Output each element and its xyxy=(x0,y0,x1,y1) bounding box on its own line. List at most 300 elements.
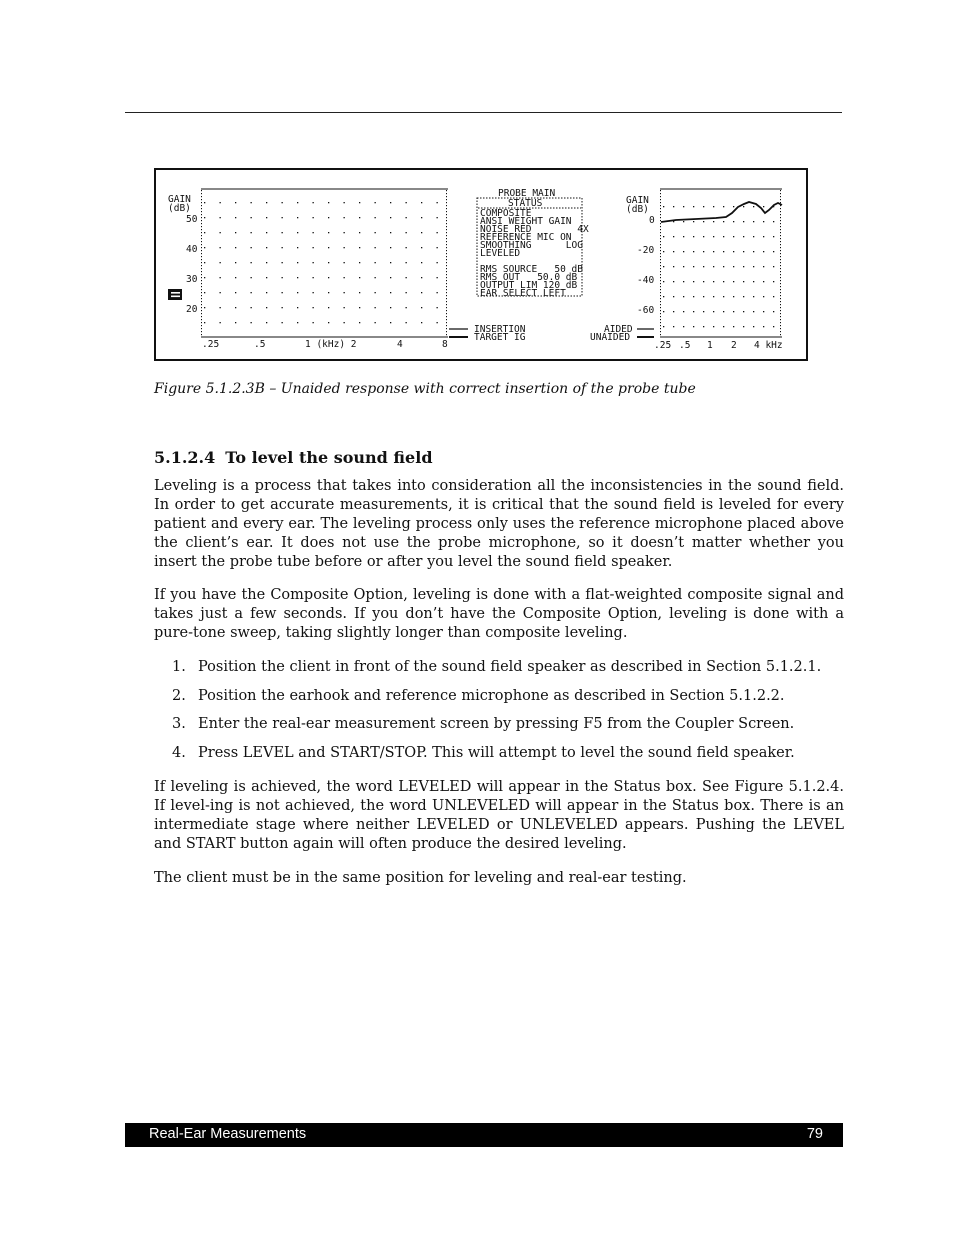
grid-border-dot xyxy=(201,310,202,311)
grid-border-dot xyxy=(660,199,661,200)
grid-border-dot xyxy=(201,283,202,284)
grid-border-dot xyxy=(780,271,781,272)
grid-dot xyxy=(693,281,694,282)
grid-dot xyxy=(235,322,236,323)
grid-border-dot xyxy=(201,262,202,263)
grid-border-dot xyxy=(446,271,447,272)
grid-border-dot xyxy=(780,244,781,245)
figure-screen xyxy=(154,168,808,361)
grid-dot xyxy=(204,247,205,248)
step-text: Press LEVEL and START/STOP. This will attempt to level the sound field speaker. xyxy=(198,744,795,761)
grid-dot xyxy=(663,281,664,282)
legend-unaided: UNAIDED xyxy=(590,332,631,343)
grid-border-dot xyxy=(660,298,661,299)
grid-dot xyxy=(733,266,734,267)
grid-border-dot xyxy=(201,250,202,251)
grid-dot xyxy=(773,326,774,327)
grid-dot xyxy=(204,232,205,233)
grid-dot xyxy=(235,247,236,248)
grid-border-dot xyxy=(201,274,202,275)
grid-dot xyxy=(266,262,267,263)
grid-dot xyxy=(251,322,252,323)
grid-dot xyxy=(713,251,714,252)
grid-border-dot xyxy=(201,259,202,260)
grid-dot xyxy=(763,266,764,267)
grid-dot xyxy=(713,281,714,282)
grid-dot xyxy=(266,277,267,278)
grid-border-dot xyxy=(780,241,781,242)
grid-dot xyxy=(733,251,734,252)
left-x-tick: .5 xyxy=(254,339,266,350)
grid-border-dot xyxy=(660,247,661,248)
grid-border-dot xyxy=(446,220,447,221)
grid-dot xyxy=(344,292,345,293)
grid-dot xyxy=(251,277,252,278)
grid-dot xyxy=(313,202,314,203)
grid-dot xyxy=(344,262,345,263)
grid-dot xyxy=(437,277,438,278)
grid-border-dot xyxy=(201,211,202,212)
grid-dot xyxy=(673,326,674,327)
grid-dot xyxy=(328,247,329,248)
grid-dot xyxy=(375,217,376,218)
grid-border-dot xyxy=(201,202,202,203)
grid-border-dot xyxy=(446,295,447,296)
grid-dot xyxy=(703,206,704,207)
grid-border-dot xyxy=(446,310,447,311)
grid-border-dot xyxy=(780,229,781,230)
grid-dot xyxy=(251,217,252,218)
status-line: EAR SELECT LEFT xyxy=(480,288,566,299)
grid-dot xyxy=(693,251,694,252)
left-y-label-1: GAIN xyxy=(168,194,191,205)
grid-dot xyxy=(723,326,724,327)
status-line: LEVELED xyxy=(480,248,521,259)
grid-dot xyxy=(344,232,345,233)
grid-dot xyxy=(683,206,684,207)
right-y-label-2: (dB) xyxy=(626,204,649,215)
grid-border-dot xyxy=(446,280,447,281)
grid-dot xyxy=(282,262,283,263)
grid-dot xyxy=(390,292,391,293)
grid-dot xyxy=(421,307,422,308)
grid-dot xyxy=(713,221,714,222)
grid-border-dot xyxy=(780,235,781,236)
grid-dot xyxy=(266,247,267,248)
grid-dot xyxy=(359,307,360,308)
right-grid xyxy=(660,190,781,335)
grid-border-dot xyxy=(201,280,202,281)
grid-border-dot xyxy=(201,232,202,233)
left-x-tick: 4 xyxy=(397,339,403,350)
grid-dot xyxy=(359,322,360,323)
grid-border-dot xyxy=(201,190,202,191)
grid-dot xyxy=(703,296,704,297)
grid-border-dot xyxy=(660,193,661,194)
grid-dot xyxy=(763,206,764,207)
grid-dot xyxy=(375,202,376,203)
grid-border-dot xyxy=(201,241,202,242)
grid-border-dot xyxy=(446,190,447,191)
grid-dot xyxy=(437,217,438,218)
grid-dot xyxy=(683,236,684,237)
grid-border-dot xyxy=(660,313,661,314)
grid-dot xyxy=(313,262,314,263)
grid-dot xyxy=(421,202,422,203)
grid-dot xyxy=(406,277,407,278)
grid-dot xyxy=(421,217,422,218)
grid-dot xyxy=(282,292,283,293)
grid-dot xyxy=(313,292,314,293)
grid-border-dot xyxy=(446,217,447,218)
grid-border-dot xyxy=(780,223,781,224)
right-x-tick: .25 xyxy=(654,340,672,351)
grid-dot xyxy=(375,292,376,293)
grid-border-dot xyxy=(660,334,661,335)
grid-dot xyxy=(743,326,744,327)
right-x-tick: 1 xyxy=(707,340,713,351)
grid-dot xyxy=(235,292,236,293)
grid-border-dot xyxy=(780,268,781,269)
grid-border-dot xyxy=(201,256,202,257)
left-grid xyxy=(201,190,447,335)
grid-dot xyxy=(406,307,407,308)
grid-dot xyxy=(703,266,704,267)
grid-dot xyxy=(220,307,221,308)
grid-dot xyxy=(733,221,734,222)
grid-dot xyxy=(359,292,360,293)
grid-dot xyxy=(359,202,360,203)
right-y-tick: -40 xyxy=(637,275,655,286)
grid-dot xyxy=(266,292,267,293)
grid-border-dot xyxy=(660,217,661,218)
grid-dot xyxy=(663,311,664,312)
grid-dot xyxy=(282,322,283,323)
grid-dot xyxy=(753,281,754,282)
grid-border-dot xyxy=(446,265,447,266)
grid-dot xyxy=(282,247,283,248)
grid-border-dot xyxy=(201,226,202,227)
grid-border-dot xyxy=(201,247,202,248)
grid-dot xyxy=(390,217,391,218)
grid-dot xyxy=(204,262,205,263)
right-y-tick: 0 xyxy=(649,215,655,226)
grid-dot xyxy=(663,296,664,297)
grid-dot xyxy=(713,236,714,237)
grid-border-dot xyxy=(660,253,661,254)
grid-dot xyxy=(753,251,754,252)
grid-border-dot xyxy=(201,196,202,197)
right-x-tick: 2 xyxy=(731,340,737,351)
grid-border-dot xyxy=(446,262,447,263)
grid-dot xyxy=(406,247,407,248)
grid-border-dot xyxy=(660,211,661,212)
grid-dot xyxy=(204,292,205,293)
grid-dot xyxy=(713,326,714,327)
grid-dot xyxy=(437,247,438,248)
grid-border-dot xyxy=(660,316,661,317)
status-header: PROBE MAIN xyxy=(498,188,556,199)
grid-dot xyxy=(673,296,674,297)
grid-border-dot xyxy=(660,259,661,260)
list-item xyxy=(154,658,844,687)
legend-aided: AIDED xyxy=(604,324,633,335)
grid-dot xyxy=(693,296,694,297)
grid-dot xyxy=(723,266,724,267)
grid-dot xyxy=(743,266,744,267)
grid-dot xyxy=(375,232,376,233)
grid-border-dot xyxy=(780,214,781,215)
legend-insertion: INSERTION xyxy=(474,324,526,335)
grid-dot xyxy=(375,307,376,308)
grid-border-dot xyxy=(660,229,661,230)
grid-dot xyxy=(266,202,267,203)
grid-border-dot xyxy=(780,208,781,209)
grid-border-dot xyxy=(201,238,202,239)
grid-dot xyxy=(251,202,252,203)
grid-dot xyxy=(235,307,236,308)
grid-border-dot xyxy=(201,328,202,329)
right-y-label-1: GAIN xyxy=(626,195,649,206)
panel-icon xyxy=(168,289,182,300)
grid-dot xyxy=(251,307,252,308)
grid-dot xyxy=(733,326,734,327)
grid-dot xyxy=(359,217,360,218)
grid-border-dot xyxy=(660,310,661,311)
grid-dot xyxy=(297,322,298,323)
grid-border-dot xyxy=(660,244,661,245)
grid-border-dot xyxy=(780,247,781,248)
grid-dot xyxy=(723,311,724,312)
left-x-tick: 8 xyxy=(442,339,448,350)
grid-border-dot xyxy=(446,214,447,215)
grid-dot xyxy=(235,202,236,203)
grid-dot xyxy=(437,262,438,263)
grid-border-dot xyxy=(660,214,661,215)
grid-border-dot xyxy=(660,262,661,263)
right-y-tick: -60 xyxy=(637,305,655,316)
grid-border-dot xyxy=(446,328,447,329)
grid-dot xyxy=(313,277,314,278)
grid-dot xyxy=(297,232,298,233)
grid-border-dot xyxy=(201,199,202,200)
grid-dot xyxy=(713,311,714,312)
grid-border-dot xyxy=(446,229,447,230)
grid-dot xyxy=(773,281,774,282)
grid-border-dot xyxy=(446,238,447,239)
unaided-response-curve xyxy=(661,202,782,222)
grid-border-dot xyxy=(446,253,447,254)
grid-border-dot xyxy=(780,292,781,293)
grid-border-dot xyxy=(780,265,781,266)
grid-dot xyxy=(743,281,744,282)
grid-dot xyxy=(297,277,298,278)
grid-dot xyxy=(266,217,267,218)
grid-dot xyxy=(220,292,221,293)
grid-border-dot xyxy=(660,220,661,221)
grid-dot xyxy=(297,292,298,293)
grid-border-dot xyxy=(780,289,781,290)
paragraph: If leveling is achieved, the word LEVELED will appear in the Status box. See Figure 5.1.2.4. If level-ing is not achieved, the word UNLEVELED will appear in the Status box. There is an intermediate stage where neither LEVELED or UNLEVELED appears. Pushing the LEVEL and START button again will often produce the desired leveling. xyxy=(154,779,844,852)
grid-dot xyxy=(344,217,345,218)
grid-border-dot xyxy=(446,199,447,200)
grid-dot xyxy=(773,296,774,297)
grid-border-dot xyxy=(446,274,447,275)
grid-dot xyxy=(763,251,764,252)
grid-dot xyxy=(421,292,422,293)
grid-border-dot xyxy=(446,322,447,323)
grid-dot xyxy=(220,277,221,278)
grid-border-dot xyxy=(201,205,202,206)
grid-dot xyxy=(390,232,391,233)
status-title: STATUS xyxy=(508,198,543,209)
grid-border-dot xyxy=(660,286,661,287)
grid-dot xyxy=(663,206,664,207)
grid-border-dot xyxy=(660,289,661,290)
grid-dot xyxy=(693,236,694,237)
grid-dot xyxy=(251,232,252,233)
grid-dot xyxy=(683,221,684,222)
grid-border-dot xyxy=(660,232,661,233)
grid-dot xyxy=(683,296,684,297)
grid-dot xyxy=(683,251,684,252)
grid-dot xyxy=(359,247,360,248)
grid-border-dot xyxy=(446,301,447,302)
grid-dot xyxy=(713,266,714,267)
grid-dot xyxy=(282,232,283,233)
grid-border-dot xyxy=(780,331,781,332)
grid-dot xyxy=(406,292,407,293)
grid-dot xyxy=(673,206,674,207)
paragraph: The client must be in the same position for leveling and real-ear testing. xyxy=(154,870,687,886)
grid-border-dot xyxy=(201,295,202,296)
grid-border-dot xyxy=(201,331,202,332)
grid-border-dot xyxy=(201,268,202,269)
grid-border-dot xyxy=(660,325,661,326)
grid-border-dot xyxy=(201,301,202,302)
grid-dot xyxy=(743,251,744,252)
grid-dot xyxy=(663,266,664,267)
left-y-tick: 30 xyxy=(186,274,198,285)
grid-border-dot xyxy=(660,328,661,329)
grid-dot xyxy=(743,236,744,237)
grid-dot xyxy=(683,266,684,267)
grid-dot xyxy=(204,217,205,218)
grid-dot xyxy=(220,247,221,248)
grid-border-dot xyxy=(446,277,447,278)
grid-border-dot xyxy=(780,295,781,296)
left-y-label-2: (dB) xyxy=(168,203,191,214)
grid-dot xyxy=(297,247,298,248)
grid-dot xyxy=(235,217,236,218)
grid-dot xyxy=(344,202,345,203)
grid-border-dot xyxy=(660,238,661,239)
grid-border-dot xyxy=(446,250,447,251)
grid-dot xyxy=(406,322,407,323)
grid-dot xyxy=(282,277,283,278)
grid-dot xyxy=(763,326,764,327)
grid-dot xyxy=(763,281,764,282)
grid-dot xyxy=(703,251,704,252)
grid-dot xyxy=(733,281,734,282)
grid-dot xyxy=(421,322,422,323)
grid-border-dot xyxy=(201,304,202,305)
grid-dot xyxy=(235,232,236,233)
grid-dot xyxy=(297,307,298,308)
grid-border-dot xyxy=(201,325,202,326)
grid-border-dot xyxy=(201,229,202,230)
grid-border-dot xyxy=(446,283,447,284)
grid-border-dot xyxy=(660,319,661,320)
grid-border-dot xyxy=(446,232,447,233)
grid-dot xyxy=(753,296,754,297)
grid-dot xyxy=(313,307,314,308)
grid-border-dot xyxy=(660,283,661,284)
grid-dot xyxy=(763,296,764,297)
grid-dot xyxy=(673,266,674,267)
left-y-tick: 20 xyxy=(186,304,198,315)
grid-dot xyxy=(282,217,283,218)
grid-dot xyxy=(313,247,314,248)
list-item xyxy=(154,744,844,773)
grid-border-dot xyxy=(660,274,661,275)
grid-dot xyxy=(753,206,754,207)
grid-border-dot xyxy=(780,232,781,233)
grid-border-dot xyxy=(660,202,661,203)
grid-dot xyxy=(703,236,704,237)
grid-border-dot xyxy=(780,307,781,308)
grid-border-dot xyxy=(201,223,202,224)
grid-border-dot xyxy=(780,211,781,212)
grid-border-dot xyxy=(201,316,202,317)
grid-border-dot xyxy=(660,226,661,227)
grid-dot xyxy=(297,202,298,203)
status-line: SMOOTHING LOG xyxy=(480,240,583,251)
grid-border-dot xyxy=(660,331,661,332)
status-line: COMPOSITE xyxy=(480,208,532,219)
grid-dot xyxy=(773,236,774,237)
grid-border-dot xyxy=(201,307,202,308)
grid-dot xyxy=(437,292,438,293)
grid-border-dot xyxy=(780,319,781,320)
grid-dot xyxy=(683,326,684,327)
grid-border-dot xyxy=(660,295,661,296)
grid-dot xyxy=(437,322,438,323)
grid-border-dot xyxy=(201,286,202,287)
grid-border-dot xyxy=(660,265,661,266)
grid-border-dot xyxy=(780,325,781,326)
grid-dot xyxy=(390,322,391,323)
grid-border-dot xyxy=(446,247,447,248)
grid-dot xyxy=(359,262,360,263)
grid-border-dot xyxy=(446,223,447,224)
grid-dot xyxy=(359,232,360,233)
grid-dot xyxy=(743,206,744,207)
figure-caption: Figure 5.1.2.3B – Unaided response with correct insertion of the probe tube xyxy=(154,381,696,397)
grid-dot xyxy=(763,236,764,237)
grid-dot xyxy=(713,296,714,297)
grid-border-dot xyxy=(201,292,202,293)
grid-dot xyxy=(753,326,754,327)
grid-dot xyxy=(723,221,724,222)
grid-border-dot xyxy=(201,277,202,278)
grid-dot xyxy=(251,262,252,263)
grid-border-dot xyxy=(201,289,202,290)
grid-border-dot xyxy=(446,334,447,335)
grid-dot xyxy=(390,277,391,278)
grid-dot xyxy=(390,247,391,248)
grid-border-dot xyxy=(660,277,661,278)
